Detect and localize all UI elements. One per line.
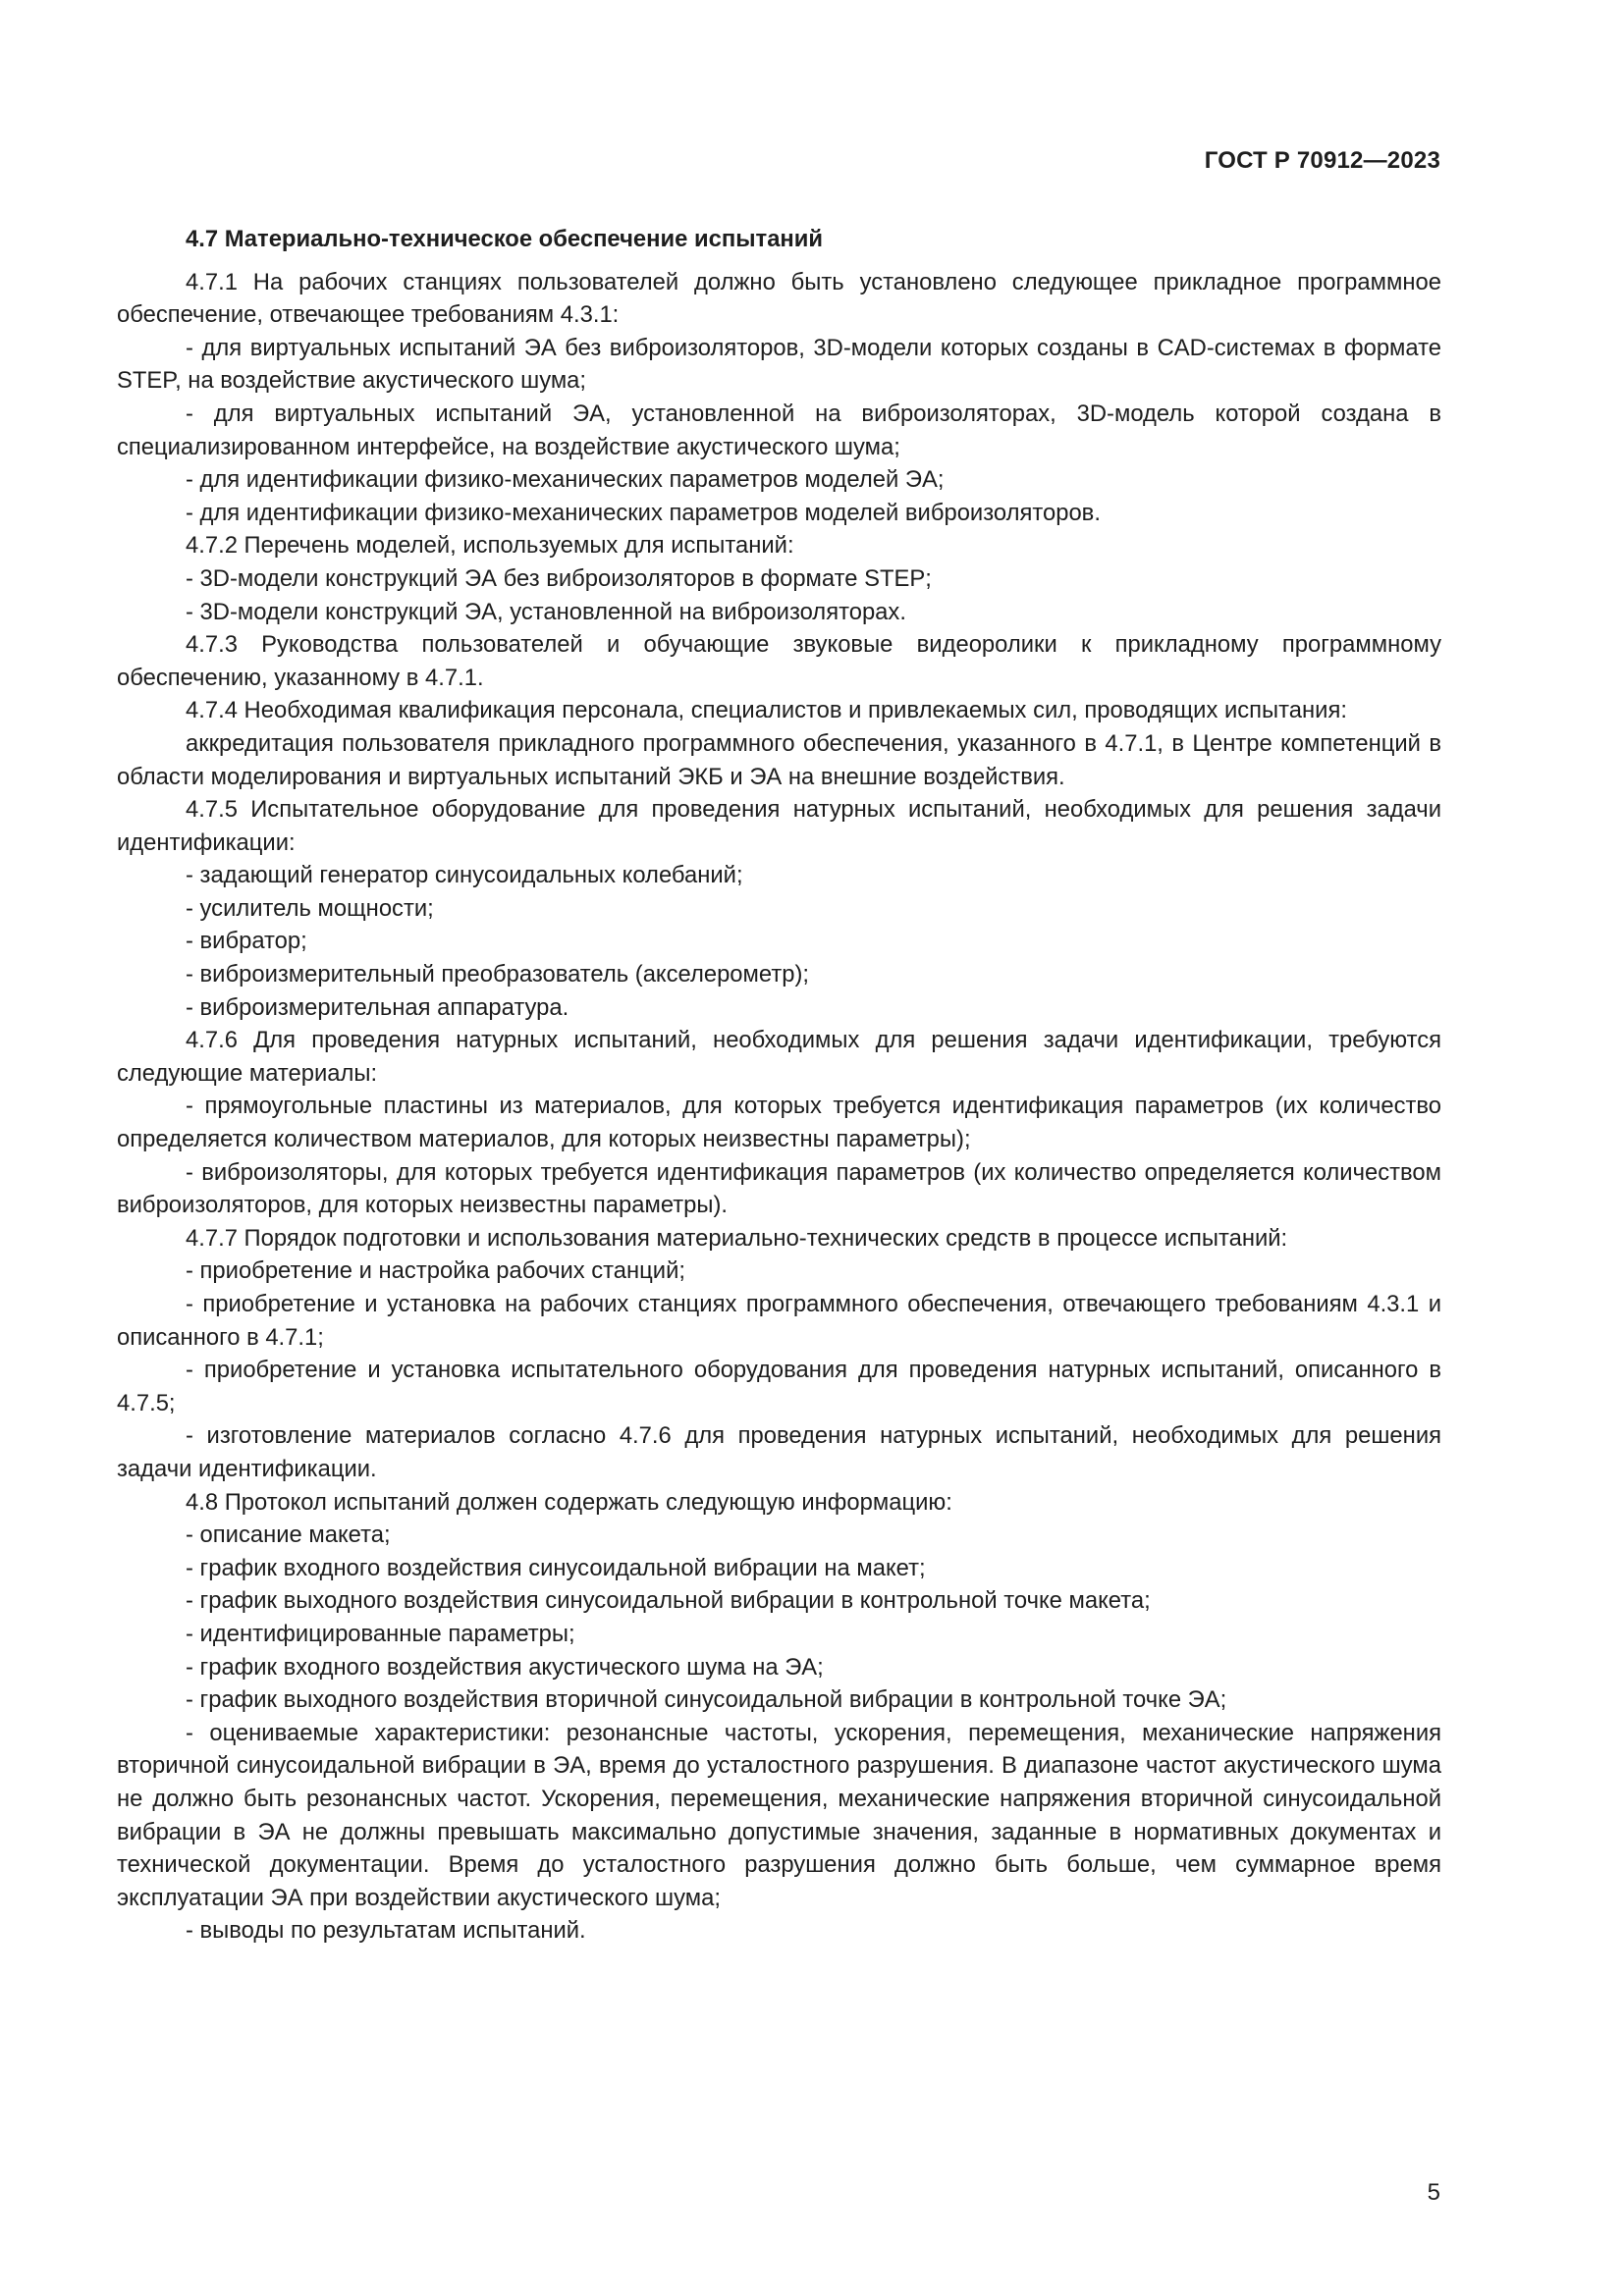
list-item: - приобретение и настройка рабочих станций; [186, 1257, 686, 1285]
list-item: - описание макета; [186, 1522, 391, 1549]
paragraph: 4.7.6 Для проведения натурных испытаний, необходимых для решения задачи идентификации, требуются следующие материалы: [117, 1027, 1441, 1087]
list-item: - выводы по результатам испытаний. [186, 1917, 586, 1945]
list-item: - приобретение и установка на рабочих станциях программного обеспечения, отвечающего требованиям 4.3.1 и описанного в 4.7.1; [117, 1291, 1441, 1351]
document-code: ГОСТ Р 70912—2023 [1204, 147, 1440, 174]
paragraph: 4.8 Протокол испытаний должен содержать следующую информацию: [186, 1488, 952, 1516]
list-item: - виброизоляторы, для которых требуется идентификация параметров (их количество определяется количеством виброизоляторов, для которых неизвестны параметры). [117, 1158, 1441, 1219]
list-item: - график входного воздействия синусоидальной вибрации на макет; [186, 1554, 926, 1581]
list-item: - 3D-модели конструкций ЭА, установленной на виброизоляторах. [186, 598, 906, 625]
page-number: 5 [1427, 2179, 1440, 2206]
paragraph: 4.7.3 Руководства пользователей и обучающие звуковые видеоролики к прикладному программному обеспечению, указанному в 4.7.1. [117, 631, 1441, 691]
list-item: - виброизмерительная аппаратура. [186, 993, 569, 1021]
page-body [117, 223, 1441, 1948]
list-item: - прямоугольные пластины из материалов, для которых требуется идентификация параметров (их количество определяется количеством материалов, для которых неизвестны параметры); [117, 1093, 1441, 1153]
paragraph: 4.7.4 Необходимая квалификация персонала, специалистов и привлекаемых сил, проводящих испытания: [186, 697, 1347, 724]
list-item: - для идентификации физико-механических параметров моделей ЭА; [186, 466, 945, 494]
list-item: - для виртуальных испытаний ЭА без виброизоляторов, 3D-модели которых созданы в CAD-системах в формате STEP, на воздействие акустического шума; [117, 334, 1441, 395]
paragraph: 4.7.5 Испытательное оборудование для проведения натурных испытаний, необходимых для решения задачи идентификации: [117, 796, 1441, 856]
list-item: - идентифицированные параметры; [186, 1620, 575, 1647]
paragraph: 4.7.1 На рабочих станциях пользователей должно быть установлено следующее прикладное программное обеспечение, отвечающее требованиям 4.3.1: [117, 268, 1441, 329]
list-item: - для идентификации физико-механических параметров моделей виброизоляторов. [186, 499, 1101, 526]
list-item: - для виртуальных испытаний ЭА, установленной на виброизоляторах, 3D-модель которой создана в специализированном интерфейсе, на воздействие акустического шума; [117, 400, 1441, 460]
paragraph: аккредитация пользователя прикладного программного обеспечения, указанного в 4.7.1, в Центре компетенций в области моделирования и виртуальных испытаний ЭКБ и ЭА на внешние воздействия. [117, 729, 1441, 790]
list-item: - усилитель мощности; [186, 894, 434, 922]
list-item: - 3D-модели конструкций ЭА без виброизоляторов в формате STEP; [186, 564, 932, 592]
paragraph: 4.7.2 Перечень моделей, используемых для испытаний: [186, 532, 794, 560]
list-item: - оцениваемые характеристики: резонансные частоты, ускорения, перемещения, механические напряжения вторичной синусоидальной вибрации в ЭА, время до усталостного разрушения. В диапазоне частот акустического шума не должно быть резонансных частот. Ускорения, перемещения, механические напряжения вторичной синусоидальной вибрации в ЭА не должны превышать максимально допустимые значения, заданные в нормативных документах и технической документации. Время до усталостного разрушения должно быть больше, чем суммарное время эксплуатации ЭА при воздействии акустического шума; [117, 1719, 1441, 1911]
list-item: - задающий генератор синусоидальных колебаний; [186, 862, 743, 889]
list-item: - график выходного воздействия вторичной синусоидальной вибрации в контрольной точке ЭА; [186, 1686, 1227, 1714]
paragraph: 4.7.7 Порядок подготовки и использования материально-технических средств в процессе испытаний: [186, 1224, 1288, 1252]
list-item: - график выходного воздействия синусоидальной вибрации в контрольной точке макета; [186, 1587, 1151, 1615]
list-item: - изготовление материалов согласно 4.7.6 для проведения натурных испытаний, необходимых для решения задачи идентификации. [117, 1422, 1441, 1482]
list-item: - график входного воздействия акустического шума на ЭА; [186, 1653, 824, 1681]
list-item: - приобретение и установка испытательного оборудования для проведения натурных испытаний, описанного в 4.7.5; [117, 1357, 1441, 1416]
list-item: - виброизмерительный преобразователь (акселерометр); [186, 961, 810, 988]
list-item: - вибратор; [186, 928, 307, 955]
section-heading: 4.7 Материально-техническое обеспечение испытаний [186, 226, 824, 252]
